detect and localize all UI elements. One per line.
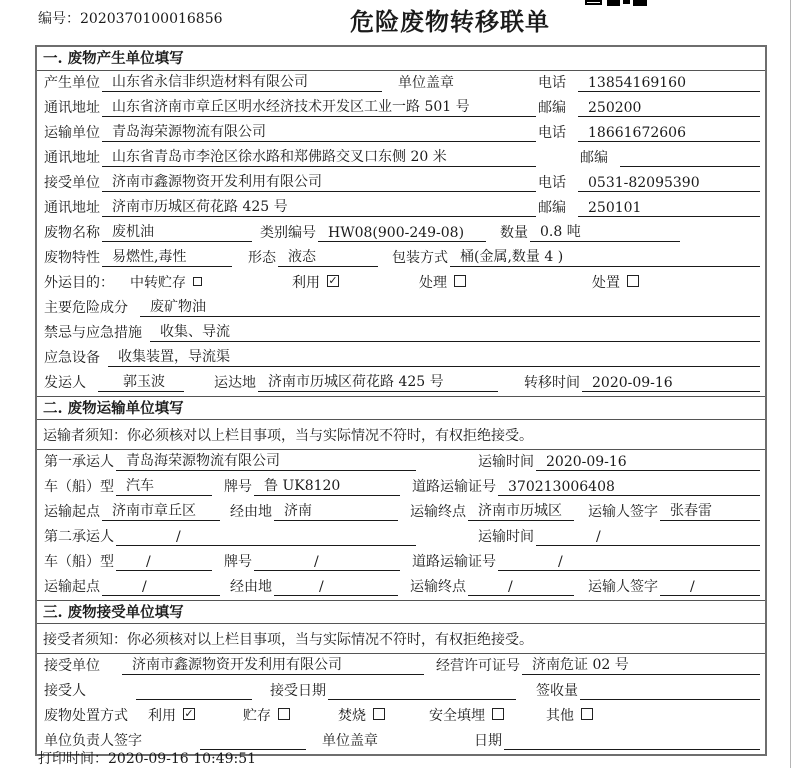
purpose-option-utilize [292, 272, 339, 292]
receiver-address-row [37, 196, 765, 221]
acceptor-value [136, 683, 252, 700]
category-code-label: 类别编号 [260, 225, 316, 241]
vehicle-type-value-2: / [116, 554, 212, 571]
option-label: 贮存 [243, 708, 271, 724]
receiver-unit-label: 接受单位 [44, 175, 100, 191]
generator-address-value: 山东省济南市章丘区明水经济技术开发区工业一路 501 号 [102, 96, 536, 117]
form-state-value: 液态 [278, 246, 378, 267]
option-label: 利用 [292, 275, 320, 291]
via-value: 济南 [274, 500, 398, 521]
accepting-unit-label: 接受单位 [44, 658, 100, 674]
receiver-notice: 接受者须知：你必须核对以上栏目事项，当与实际情况不符时，有权拒绝接受。 [37, 624, 765, 654]
signed-quantity-value [580, 683, 760, 700]
carrier-signature-value: 张春雷 [660, 500, 760, 521]
first-carrier-row [37, 450, 765, 475]
postcode-label: 邮编 [538, 200, 566, 216]
vehicle-type-label: 车（船）型 [44, 554, 114, 570]
transporter-unit-row [37, 121, 765, 146]
transporter-unit-label: 运输单位 [44, 125, 100, 141]
plate-number-value: 鲁 UK8120 [254, 475, 400, 496]
purpose-option-transfer-storage [130, 272, 202, 292]
transporter-unit-value: 青岛海荣源物流有限公司 [102, 121, 536, 142]
second-carrier-label: 第二承运人 [44, 529, 114, 545]
checkbox-icon [492, 708, 504, 720]
waste-name-label: 废物名称 [44, 225, 100, 241]
emergency-equipment-label: 应急设备 [44, 350, 100, 366]
generator-unit-label: 产生单位 [44, 75, 100, 91]
license-number-value: 济南危证 02 号 [522, 654, 760, 675]
option-label: 处置 [592, 275, 620, 291]
checkbox-icon [454, 275, 466, 287]
unit-stamp-label: 单位盖章 [322, 733, 378, 749]
emergency-measures-row [37, 321, 765, 346]
origin-value: 济南市章丘区 [102, 500, 220, 521]
via-label: 经由地 [230, 504, 272, 520]
transporter-notice: 运输者须知：你必须核对以上栏目事项，当与实际情况不符时，有权拒绝接受。 [37, 420, 765, 450]
phone-label: 电话 [538, 75, 566, 91]
address-label: 通讯地址 [44, 200, 100, 216]
transfer-date-value: 2020-09-16 [582, 375, 760, 392]
disposal-option-incinerate [338, 705, 385, 725]
phone-label: 电话 [538, 175, 566, 191]
vehicle-type-row-1 [37, 475, 765, 500]
road-permit-value-2: / [498, 554, 760, 571]
quantity-label: 数量 [500, 225, 528, 241]
origin-value-2: / [102, 579, 220, 596]
transport-time-label: 运输时间 [478, 454, 534, 470]
terminus-label: 运输终点 [410, 504, 466, 520]
address-label: 通讯地址 [44, 100, 100, 116]
generator-address-row [37, 96, 765, 121]
option-label: 中转贮存 [130, 275, 186, 291]
waste-name-row [37, 221, 765, 246]
print-time-value: 2020-09-16 10:49:51 [108, 751, 257, 767]
address-label: 通讯地址 [44, 150, 100, 166]
carrier-signature-label: 运输人签字 [588, 504, 658, 520]
acceptor-row [37, 679, 765, 704]
vehicle-type-label: 车（船）型 [44, 479, 114, 495]
qr-code-fragment [585, 0, 647, 6]
transport-time-label: 运输时间 [478, 529, 534, 545]
unit-stamp-label: 单位盖章 [398, 75, 454, 91]
terminus-label: 运输终点 [410, 579, 466, 595]
road-permit-label: 道路运输证号 [412, 554, 496, 570]
disposal-method-row [37, 704, 765, 729]
serial-number [38, 8, 223, 28]
disposal-option-landfill [429, 705, 504, 725]
second-carrier-value: / [116, 529, 416, 546]
route-row-2 [37, 575, 765, 600]
acceptor-label: 接受人 [44, 683, 86, 699]
signed-quantity-label: 签收量 [536, 683, 578, 699]
carrier-signature-label: 运输人签字 [588, 579, 658, 595]
destination-value: 济南市历城区荷花路 425 号 [258, 371, 498, 392]
transporter-address-row [37, 146, 765, 171]
first-carrier-value: 青岛海荣源物流有限公司 [116, 450, 416, 471]
transporter-phone-value: 18661672606 [578, 125, 760, 142]
phone-label: 电话 [538, 125, 566, 141]
route-row-1 [37, 500, 765, 525]
date-value [504, 733, 760, 750]
postcode-label: 邮编 [580, 150, 608, 166]
section2-header: 二. 废物运输单位填写 [37, 396, 765, 420]
waste-property-label: 废物特性 [44, 250, 100, 266]
section1-header: 一. 废物产生单位填写 [37, 47, 765, 71]
origin-label: 运输起点 [44, 504, 100, 520]
second-transport-time-value: / [536, 529, 760, 546]
checkbox-checked-icon [183, 708, 195, 720]
accepting-unit-value: 济南市鑫源物资开发利用有限公司 [122, 654, 424, 675]
quantity-value: 0.8 吨 [530, 221, 680, 242]
option-label: 焚烧 [338, 708, 366, 724]
transfer-date-label: 转移时间 [524, 375, 580, 391]
transporter-address-value: 山东省青岛市李沧区徐水路和郑佛路交叉口东侧 20 米 [102, 146, 536, 167]
disposal-method-label: 废物处置方式 [44, 708, 128, 724]
plate-number-label: 牌号 [224, 554, 252, 570]
second-carrier-row [37, 525, 765, 550]
outbound-purpose-label: 外运目的： [44, 275, 114, 291]
print-time [38, 748, 256, 768]
generator-postcode-value: 250200 [578, 100, 760, 117]
origin-label: 运输起点 [44, 579, 100, 595]
via-label: 经由地 [230, 579, 272, 595]
receiver-unit-row [37, 171, 765, 196]
emergency-measures-value: 收集、导流 [150, 321, 760, 342]
consignor-label: 发运人 [44, 375, 86, 391]
checkbox-icon [193, 277, 202, 286]
print-time-label: 打印时间： [38, 751, 108, 767]
checkbox-icon [581, 708, 593, 720]
waste-name-value: 废机油 [102, 221, 252, 242]
postcode-label: 邮编 [538, 100, 566, 116]
checkbox-icon [373, 708, 385, 720]
form-state-label: 形态 [248, 250, 276, 266]
option-label: 利用 [148, 708, 176, 724]
main-hazard-label: 主要危险成分 [44, 300, 128, 316]
emergency-equipment-value: 收集装置，导流渠 [108, 346, 760, 367]
waste-property-row [37, 246, 765, 271]
accept-date-label: 接受日期 [270, 683, 326, 699]
option-label: 处理 [419, 275, 447, 291]
option-label: 其他 [546, 708, 574, 724]
generator-unit-value: 山东省永信非织造材料有限公司 [102, 71, 382, 92]
packaging-value: 桶(金属,数量 4 ) [450, 246, 760, 267]
vehicle-type-value: 汽车 [116, 475, 212, 496]
serial-value: 2020370100016856 [80, 11, 223, 27]
waste-property-value: 易燃性,毒性 [102, 246, 232, 267]
document-header [0, 0, 796, 45]
checkbox-icon [278, 708, 290, 720]
disposal-option-utilize [148, 705, 195, 725]
vehicle-type-row-2 [37, 550, 765, 575]
consignor-row [37, 371, 765, 396]
serial-label: 编号： [38, 11, 80, 27]
category-code-value: HW08(900-249-08) [318, 225, 486, 242]
generator-unit-row [37, 71, 765, 96]
transporter-postcode-value [620, 150, 760, 167]
plate-number-value-2: / [254, 554, 400, 571]
date-label: 日期 [474, 733, 502, 749]
first-transport-time-value: 2020-09-16 [536, 454, 760, 471]
manifest-form [35, 45, 767, 756]
disposal-option-other [546, 705, 593, 725]
main-hazard-row [37, 296, 765, 321]
road-permit-label: 道路运输证号 [412, 479, 496, 495]
terminus-value-2: / [468, 579, 574, 596]
checkbox-icon [627, 275, 639, 287]
terminus-value: 济南市历城区 [468, 500, 574, 521]
purpose-option-treat [419, 272, 466, 292]
road-permit-value: 370213006408 [498, 479, 760, 496]
emergency-equipment-row [37, 346, 765, 371]
outbound-purpose-row [37, 271, 765, 296]
receiver-phone-value: 0531-82095390 [578, 175, 760, 192]
disposal-option-storage [243, 705, 290, 725]
page-edge-line [790, 0, 791, 768]
consignor-value: 郭玉波 [98, 371, 184, 392]
accepting-unit-row [37, 654, 765, 679]
checkmark: ✓ [328, 274, 338, 287]
generator-phone-value: 13854169160 [578, 75, 760, 92]
first-carrier-label: 第一承运人 [44, 454, 114, 470]
checkmark: ✓ [184, 707, 194, 720]
page-title: 危险废物转移联单 [350, 7, 550, 36]
responsible-signature-label: 单位负责人签字 [44, 733, 142, 749]
receiver-address-value: 济南市历城区荷花路 425 号 [102, 196, 536, 217]
main-hazard-value: 废矿物油 [140, 296, 760, 317]
option-label: 安全填埋 [429, 708, 485, 724]
checkbox-checked-icon [327, 275, 339, 287]
plate-number-label: 牌号 [224, 479, 252, 495]
section3-header: 三. 废物接受单位填写 [37, 600, 765, 624]
destination-label: 运达地 [214, 375, 256, 391]
carrier-signature-value-2: / [660, 579, 760, 596]
accept-date-value [328, 683, 516, 700]
license-number-label: 经营许可证号 [436, 658, 520, 674]
receiver-unit-value: 济南市鑫源物资开发利用有限公司 [102, 171, 536, 192]
purpose-option-dispose [592, 272, 639, 292]
packaging-label: 包装方式 [392, 250, 448, 266]
receiver-postcode-value: 250101 [578, 200, 760, 217]
emergency-measures-label: 禁忌与应急措施 [44, 325, 142, 341]
via-value-2: / [274, 579, 398, 596]
